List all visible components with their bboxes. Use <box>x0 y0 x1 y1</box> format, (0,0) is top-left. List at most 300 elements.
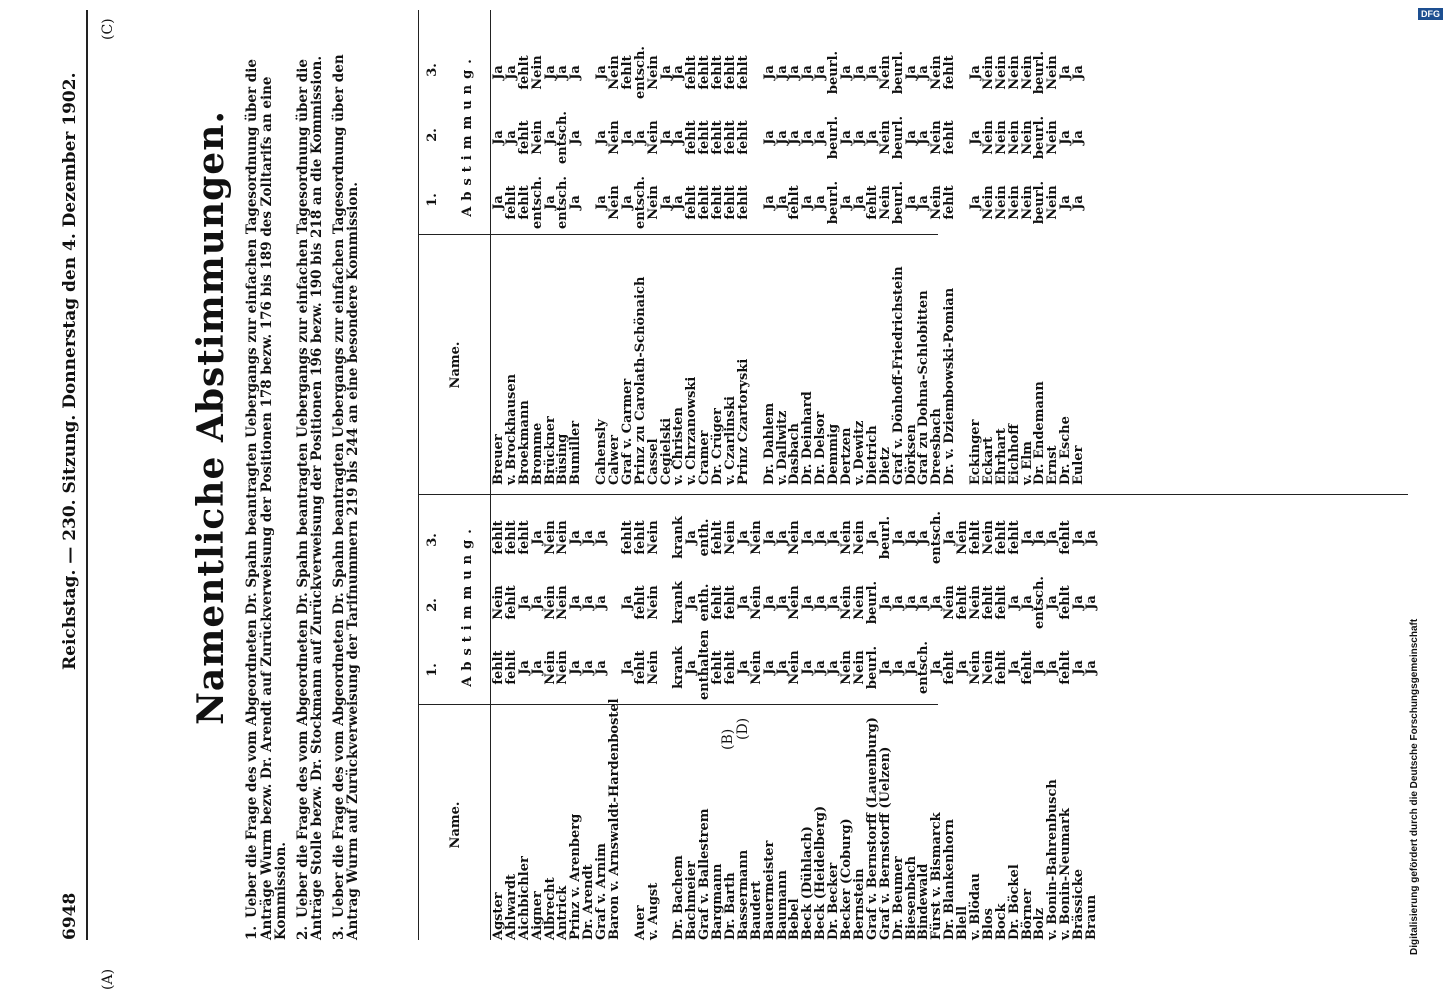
vote-3: Ja <box>761 65 777 80</box>
vote-3: Nein <box>980 55 996 90</box>
vote-3: Nein <box>1045 55 1061 90</box>
vote-2: Ja <box>658 130 674 145</box>
vote-3: krank <box>671 516 687 559</box>
vote-1: Ja <box>1045 660 1061 675</box>
vote-2: Ja <box>516 595 532 610</box>
vote-1: Ja <box>929 660 945 675</box>
member-name: Cramer <box>697 430 713 485</box>
vote-2: beurl. <box>826 115 842 160</box>
member-name: Bargmann <box>710 863 726 940</box>
vote-3: Nein <box>748 520 764 555</box>
vote-3: Ja <box>529 530 545 545</box>
member-name: v. Czarlinski <box>723 396 739 485</box>
member-name: Bromme <box>529 422 545 485</box>
vote-1: beurl. <box>1032 180 1048 225</box>
left-col1-header: 1. <box>425 663 440 677</box>
vote-3: beurl. <box>877 515 893 560</box>
member-name: Bolz <box>1032 908 1048 940</box>
member-name: Biesenbach <box>903 855 919 940</box>
member-name: Ehrhart <box>993 428 1009 485</box>
member-name: Demmig <box>826 423 842 485</box>
vote-1: Ja <box>619 195 635 210</box>
vote-1: fehlt <box>632 650 648 685</box>
vote-2: Nein <box>993 120 1009 155</box>
table-row <box>632 500 648 940</box>
member-name: Cegielski <box>658 417 674 485</box>
vote-1: Ja <box>813 195 829 210</box>
vote-3: Ja <box>839 65 855 80</box>
table-row <box>516 500 532 940</box>
vote-1: Ja <box>761 195 777 210</box>
vote-3: Nein <box>529 55 545 90</box>
vote-1: fehlt <box>787 185 803 220</box>
member-name: Aigner <box>529 891 545 940</box>
vote-1: entsch. <box>529 176 545 229</box>
table-row <box>841 15 854 485</box>
vote-1: fehlt <box>710 185 726 220</box>
vote-1: Ja <box>491 195 506 210</box>
vote-2: Ja <box>1019 595 1035 610</box>
vote-1: Ja <box>594 660 610 675</box>
vote-1: Ja <box>735 660 751 675</box>
right-table-header-rule <box>490 10 491 490</box>
vote-2: Ja <box>929 595 945 610</box>
vote-1: Nein <box>787 650 803 685</box>
vote-2: Ja <box>800 595 816 610</box>
table-row <box>1019 500 1035 940</box>
vote-2: Ja <box>890 595 906 610</box>
vote-1: Ja <box>903 660 919 675</box>
table-row <box>542 15 558 485</box>
vote-1: fehlt <box>723 185 739 220</box>
vote-1: Ja <box>684 660 700 675</box>
vote-2: fehlt <box>980 585 996 620</box>
table-row <box>609 500 622 940</box>
member-name: v. Dewitz <box>851 420 867 485</box>
page-number: 6948 <box>60 892 80 940</box>
vote-1: Ja <box>916 195 932 210</box>
right-table-body <box>493 15 1086 485</box>
table-row <box>774 500 790 940</box>
vote-3: fehlt <box>697 55 713 90</box>
vote-1: fehlt <box>697 185 713 220</box>
vote-2: Ja <box>594 595 610 610</box>
vote-1: Nein <box>980 650 996 685</box>
vote-3: Ja <box>503 65 519 80</box>
vote-1: Ja <box>581 660 597 675</box>
vote-3: Ja <box>658 65 674 80</box>
member-name: Bachmeier <box>684 861 700 940</box>
vote-2: beurl. <box>890 115 906 160</box>
vote-3: Nein <box>877 55 893 90</box>
member-name: Beck (Dühlach) <box>800 826 816 940</box>
vote-1: fehlt <box>993 650 1009 685</box>
vote-2: Ja <box>903 130 919 145</box>
vote-2: Ja <box>735 595 751 610</box>
vote-2: Nein <box>1045 120 1061 155</box>
running-title: Reichstag. — 230. Sitzung. Donnerstag den 4. Dezember 1902. <box>60 72 80 670</box>
vote-3: Nein <box>929 55 945 90</box>
vote-2: Ja <box>864 130 880 145</box>
vote-3: Nein <box>851 520 867 555</box>
member-name: Graf v. Bernstorff (Uelzen) <box>877 746 893 940</box>
vote-1: Ja <box>1083 660 1099 675</box>
vote-1: Nein <box>645 185 661 220</box>
member-name: Baron v. Arnswaldt-Hardenbostel <box>607 698 623 940</box>
vote-2: Nein <box>787 585 803 620</box>
vote-3: fehlt <box>632 520 648 555</box>
right-vote-header: Abstimmung. <box>460 53 475 217</box>
member-name: Becker (Coburg) <box>839 818 855 940</box>
member-name: Dr. v. Dziembowski-Pomian <box>942 287 958 485</box>
vote-1: fehlt <box>723 650 739 685</box>
dfg-logo: DFG <box>1418 8 1443 20</box>
vote-2: Nein <box>491 585 506 620</box>
vote-3: Nein <box>645 55 661 90</box>
vote-3: Ja <box>671 65 687 80</box>
vote-3: Nein <box>839 520 855 555</box>
vote-1: Ja <box>967 195 983 210</box>
vote-3: Ja <box>735 530 751 545</box>
vote-3: fehlt <box>516 55 532 90</box>
vote-1: Nein <box>645 650 661 685</box>
table-row <box>944 15 957 485</box>
vote-2: Ja <box>1006 595 1022 610</box>
vote-2: fehlt <box>723 585 739 620</box>
member-name: v. Bonin-Bahrenbusch <box>1045 779 1061 940</box>
vote-1: beurl. <box>826 180 842 225</box>
vote-1: Ja <box>890 660 906 675</box>
vote-3: Ja <box>916 530 932 545</box>
member-name: Cahensly <box>594 419 610 485</box>
vote-1: krank <box>671 646 687 689</box>
vote-1: Ja <box>568 660 584 675</box>
vote-1: Ja <box>1058 195 1074 210</box>
vote-1: entsch. <box>555 176 571 229</box>
member-name: Graf v. Bernstorff (Lauenburg) <box>864 717 880 940</box>
vote-3: Ja <box>581 530 597 545</box>
member-name: Dr. Bachem <box>671 855 687 940</box>
vote-1: fehlt <box>1058 650 1074 685</box>
vote-1: Nein <box>607 185 623 220</box>
vote-2: Ja <box>761 595 777 610</box>
vote-2: Ja <box>851 130 867 145</box>
vote-1: Nein <box>1006 185 1022 220</box>
table-row <box>619 500 635 940</box>
right-table-top-rule <box>418 10 419 490</box>
vote-3: Ja <box>864 530 880 545</box>
member-name: Albrecht <box>542 877 558 940</box>
vote-2: fehlt <box>710 120 726 155</box>
member-name: v. Brockhausen <box>503 373 519 485</box>
margin-mark-b: (B) <box>720 728 736 750</box>
member-name: Broekmann <box>516 400 532 485</box>
vote-2: Ja <box>619 595 635 610</box>
vote-3: fehlt <box>1058 520 1074 555</box>
vote-1: Ja <box>542 195 558 210</box>
vote-2: fehlt <box>993 585 1009 620</box>
table-row <box>944 500 957 940</box>
vote-1: Ja <box>774 660 790 675</box>
digitization-note: Digitalisierung gefördert durch die Deutsche Forschungsgemeinschaft <box>1409 618 1420 955</box>
vote-3: Nein <box>555 520 571 555</box>
member-name: Fürst v. Bismarck <box>929 812 945 940</box>
vote-2: Ja <box>903 595 919 610</box>
vote-3: fehlt <box>491 520 506 555</box>
member-name: Bassermann <box>735 849 751 940</box>
vote-1: beurl. <box>864 645 880 690</box>
question-3: 3.Ueber die Frage des vom Abgeordneten Dr. Spahn beantragten Uebergangs zur einfachen Tagesordnung über den Antrag Wurm auf Zurückverweisung der Tarifnummern 219 bis 244 an eine besondere Kommission. <box>330 54 361 940</box>
table-row <box>570 15 583 485</box>
member-name: Graf zu Dohna-Schlobitten <box>916 290 932 485</box>
vote-1: Ja <box>955 660 971 675</box>
member-name: v. Bonin-Neumark <box>1058 808 1074 940</box>
vote-3: Ja <box>542 65 558 80</box>
vote-3: Ja <box>761 530 777 545</box>
vote-2: fehlt <box>955 585 971 620</box>
table-row <box>957 15 970 485</box>
member-name: v. Christen <box>671 407 687 485</box>
vote-1: Ja <box>800 195 816 210</box>
vote-1: Ja <box>851 195 867 210</box>
table-row <box>529 15 545 485</box>
vote-3: Ja <box>774 65 790 80</box>
member-name: v. Elm <box>1019 441 1035 485</box>
member-name: v. Blödau <box>967 873 983 940</box>
vote-1: fehlt <box>942 185 958 220</box>
vote-1: Ja <box>761 660 777 675</box>
vote-2: fehlt <box>710 585 726 620</box>
vote-2: fehlt <box>516 120 532 155</box>
vote-2: Ja <box>568 595 584 610</box>
member-name: Bebel <box>787 898 803 940</box>
margin-mark-d: (D) <box>735 717 751 740</box>
table-row <box>890 15 906 485</box>
vote-2: Nein <box>1019 120 1035 155</box>
vote-3: Ja <box>491 65 506 80</box>
vote-2: Nein <box>645 585 661 620</box>
vote-3: Ja <box>1045 530 1061 545</box>
vote-1: Ja <box>594 195 610 210</box>
vote-1: Ja <box>813 660 829 675</box>
vote-2: Ja <box>671 130 687 145</box>
vote-2: beurl. <box>864 580 880 625</box>
vote-2: Nein <box>529 120 545 155</box>
member-name <box>622 700 635 940</box>
vote-3: entsch. <box>632 46 648 99</box>
table-row <box>645 15 661 485</box>
vote-3: fehlt <box>684 55 700 90</box>
vote-3: Ja <box>774 530 790 545</box>
member-name: Dr. Endemann <box>1032 381 1048 485</box>
member-name: Dertzen <box>839 427 855 485</box>
vote-3: Ja <box>967 65 983 80</box>
vote-1: Ja <box>658 195 674 210</box>
member-name: Dr. Becker <box>826 862 842 940</box>
vote-3: Nein <box>993 55 1009 90</box>
vote-1: fehlt <box>735 185 751 220</box>
table-row <box>645 500 661 940</box>
vote-1: fehlt <box>864 185 880 220</box>
member-name: Blos <box>980 908 996 940</box>
member-name: Graf v. Arnim <box>594 843 610 940</box>
vote-1: Ja <box>671 195 687 210</box>
vote-1: Nein <box>1045 185 1061 220</box>
vote-2: Nein <box>542 585 558 620</box>
member-name: Bauermeister <box>761 840 777 940</box>
table-row <box>735 15 751 485</box>
vote-2: Ja <box>594 130 610 145</box>
vote-2: fehlt <box>735 120 751 155</box>
vote-3: Ja <box>555 65 571 80</box>
vote-1: Ja <box>568 195 584 210</box>
vote-3: Ja <box>1019 530 1035 545</box>
vote-1: fehlt <box>503 185 519 220</box>
question-1: 1.Ueber die Frage des vom Abgeordneten Dr. Spahn beantragten Uebergangs zur einfachen Tagesordnung über die Anträge Wurm bezw. Dr. Arendt auf Zurückverweisung der Positionen 178 bezw. 176 bis 189 des Zolltarifs an eine Kommission. <box>244 59 289 940</box>
member-name: Dr. Delsor <box>813 411 829 485</box>
vote-3: Nein <box>1006 55 1022 90</box>
vote-3: Ja <box>684 530 700 545</box>
vote-2: Nein <box>851 585 867 620</box>
vote-1: entsch. <box>916 641 932 694</box>
vote-3: beurl. <box>1032 50 1048 95</box>
vote-3: fehlt <box>967 520 983 555</box>
table-row <box>1073 500 1086 940</box>
vote-1: Ja <box>826 660 842 675</box>
vote-1: Nein <box>967 650 983 685</box>
vote-1: Ja <box>839 195 855 210</box>
vote-2: Ja <box>503 130 519 145</box>
vote-2: Ja <box>619 130 635 145</box>
vote-2: Ja <box>1071 130 1087 145</box>
vote-2: Ja <box>568 130 584 145</box>
member-name: Baumann <box>774 870 790 940</box>
vote-1: Ja <box>516 660 532 675</box>
left-vote-header: Abstimmung. <box>460 523 475 687</box>
member-name: Ernst <box>1045 445 1061 485</box>
vote-2: Ja <box>491 130 506 145</box>
vote-2: Nein <box>607 120 623 155</box>
vote-2: entsch. <box>1032 576 1048 629</box>
margin-mark-a: (A) <box>100 968 116 990</box>
vote-2: Ja <box>774 595 790 610</box>
member-name: Dr. Beumer <box>890 856 906 940</box>
vote-1: Nein <box>748 650 764 685</box>
vote-2: Ja <box>839 130 855 145</box>
vote-1: Nein <box>929 185 945 220</box>
table-row <box>980 500 996 940</box>
vote-3: fehlt <box>710 55 726 90</box>
member-name: Dietrich <box>864 425 880 485</box>
left-table-top-rule <box>418 490 419 940</box>
vote-1: Nein <box>877 185 893 220</box>
vote-1: Ja <box>800 660 816 675</box>
vote-2: Nein <box>555 585 571 620</box>
vote-2: Ja <box>967 130 983 145</box>
vote-3: Ja <box>864 65 880 80</box>
member-name: v. Augst <box>645 882 661 940</box>
vote-3: Nein <box>542 520 558 555</box>
member-name: Dr. Dahlem <box>761 402 777 485</box>
member-name: Braun <box>1083 894 1099 940</box>
vote-3: Ja <box>1083 530 1099 545</box>
member-name: Eichhoff <box>1006 423 1022 485</box>
vote-1: Nein <box>1019 185 1035 220</box>
vote-2: Ja <box>813 595 829 610</box>
vote-3: fehlt <box>516 520 532 555</box>
vote-1: Ja <box>903 195 919 210</box>
table-row <box>1060 15 1073 485</box>
vote-2: Ja <box>877 595 893 610</box>
vote-2: Ja <box>1071 595 1087 610</box>
right-col1-header: 1. <box>425 193 440 207</box>
member-name: Antrick <box>555 885 571 940</box>
vote-3: Ja <box>942 530 958 545</box>
member-name: Börner <box>1019 888 1035 940</box>
vote-2: Nein <box>929 120 945 155</box>
vote-2: Ja <box>684 595 700 610</box>
vote-2: fehlt <box>723 120 739 155</box>
vote-2: fehlt <box>503 585 519 620</box>
table-row <box>828 15 841 485</box>
vote-1: Ja <box>1071 195 1087 210</box>
member-name: Eckart <box>980 436 996 485</box>
vote-1: Nein <box>839 650 855 685</box>
left-table-header-rule <box>490 490 491 940</box>
vote-1: Ja <box>1071 660 1087 675</box>
vote-1: Ja <box>1032 660 1048 675</box>
right-col2-header: 2. <box>425 128 440 142</box>
table-row <box>774 15 790 485</box>
vote-3: Ja <box>1071 65 1087 80</box>
vote-1: fehlt <box>942 650 958 685</box>
vote-3: Ja <box>1071 530 1087 545</box>
vote-1: Nein <box>542 650 558 685</box>
vote-1: Ja <box>877 660 893 675</box>
vote-1: fehlt <box>710 650 726 685</box>
vote-2: krank <box>671 581 687 624</box>
member-name: Brässicke <box>1071 868 1087 940</box>
vote-2: Nein <box>942 585 958 620</box>
member-name: v. Dallwitz <box>774 410 790 485</box>
table-row <box>1083 500 1099 940</box>
vote-3: Ja <box>813 530 829 545</box>
vote-2: fehlt <box>942 120 958 155</box>
table-row <box>967 500 983 940</box>
vote-2: Ja <box>813 130 829 145</box>
vote-1: entsch. <box>632 176 648 229</box>
vote-3: Nein <box>787 520 803 555</box>
member-name: Prinz v. Arenberg <box>568 813 584 940</box>
vote-2: Nein <box>748 585 764 620</box>
page-title: Namentliche Abstimmungen. <box>190 110 232 725</box>
vote-3: Ja <box>787 65 803 80</box>
vote-3: Ja <box>890 530 906 545</box>
vote-3: Nein <box>723 520 739 555</box>
member-name: Bernstein <box>851 868 867 940</box>
table-row <box>1047 15 1060 485</box>
vote-2: Ja <box>787 130 803 145</box>
vote-1: enthalten <box>697 629 713 700</box>
member-name: Agster <box>491 892 506 940</box>
vote-1: fehlt <box>516 185 532 220</box>
vote-3: Nein <box>955 520 971 555</box>
vote-3: Ja <box>916 65 932 80</box>
member-name: Dietz <box>877 447 893 485</box>
member-name: Dr. Crüger <box>710 408 726 485</box>
vote-1: fehlt <box>1019 650 1035 685</box>
left-table-body <box>493 500 1099 940</box>
